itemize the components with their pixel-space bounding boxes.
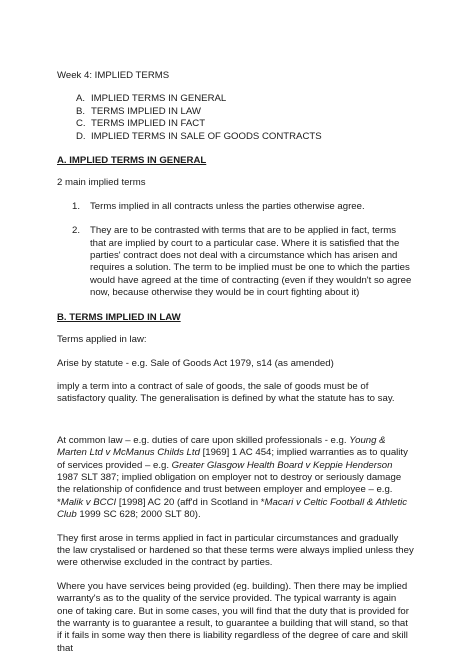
document-title: Week 4: IMPLIED TERMS — [57, 70, 170, 81]
item-number: 1. — [72, 200, 81, 212]
toc-letter: C. — [76, 118, 86, 130]
paragraph: They first arose in terms applied in fact in particular circumstances and gradually the law crystalised or hardened so that these terms were always implied unless they were otherwise excluded in the contract by parties. — [57, 532, 414, 569]
toc-item — [76, 93, 414, 105]
toc-letter: D. — [76, 130, 86, 142]
toc-text: TERMS IMPLIED IN FACT — [91, 118, 206, 130]
case-citation: Malik v BCCI — [60, 496, 117, 508]
numbered-item — [57, 225, 414, 299]
paragraph: Arise by statute - e.g. Sale of Goods Act 1979, s14 (as amended) — [57, 357, 334, 369]
toc-text: IMPLIED TERMS IN GENERAL — [91, 93, 227, 105]
toc-item — [76, 131, 414, 143]
toc-text: IMPLIED TERMS IN SALE OF GOODS CONTRACTS — [91, 130, 322, 142]
toc-item — [76, 118, 414, 130]
item-text: They are to be contrasted with terms that are to be applied in fact, terms that are implied by court to a particular case. Where it is satisfied that the parties' contract does not deal with a circumstance which has arisen and requires a solution. The term to be implied must be one to which the parties would have agreed at the time of contracting (even if they wouldn't so agree now, because otherwise they would be in court fighting about it) — [90, 225, 412, 299]
text-run: 1999 SC 628; 2000 SLT 80). — [76, 509, 201, 521]
paragraph: Where you have services being provided (eg. building). Then there may be implied warranty's as to the quality of the service provided. The typical warranty is again one of taking care. But in some cases, you will find that the duty that is provided for the warranty is to guarantee a result, to guarantee a building that will stand, so that if it fails in some way then there is liability regardless of the degree of care and skill that — [57, 580, 409, 654]
section-b-heading: B. TERMS IMPLIED IN LAW — [57, 311, 181, 323]
item-number: 2. — [72, 225, 81, 237]
toc-text: TERMS IMPLIED IN LAW — [91, 105, 201, 117]
toc-letter: A. — [76, 93, 86, 105]
text-run: At common law – e.g. duties of care upon skilled professionals - e.g. — [57, 434, 350, 446]
item-text: Terms implied in all contracts unless the parties otherwise agree. — [90, 200, 365, 212]
numbered-item — [57, 201, 414, 213]
text-run: [1969] 1 AC 454; implied warranties as to quality of services provided – e.g. — [57, 447, 408, 471]
section-a-intro: 2 main implied terms — [57, 177, 146, 189]
paragraph: imply a term into a contract of sale of goods, the sale of goods must be of satisfactory quality. The generalisation is defined by what the statute has to say. — [57, 380, 395, 405]
case-citation: Macari v Celtic Football & Athletic Club — [57, 496, 408, 521]
text-run: 1987 SLT 387; implied obligation on employer not to destroy or seriously damage the relationship of confidence and trust between employer and employee – e.g. * — [57, 471, 402, 508]
section-a-heading: A. IMPLIED TERMS IN GENERAL — [57, 155, 207, 167]
case-citation: Young & Marten Ltd v McManus Childs Ltd — [57, 434, 386, 459]
toc-letter: B. — [76, 105, 86, 117]
spacer — [57, 417, 414, 435]
case-citation: Greater Glasgow Health Board v Keppie Henderson — [171, 459, 393, 471]
paragraph: Terms applied in law: — [57, 334, 147, 346]
toc-item — [76, 106, 414, 118]
table-of-contents — [76, 93, 414, 143]
common-law-paragraph — [57, 435, 414, 522]
text-run: [1998] AC 20 (aff'd in Scotland in * — [116, 496, 265, 508]
